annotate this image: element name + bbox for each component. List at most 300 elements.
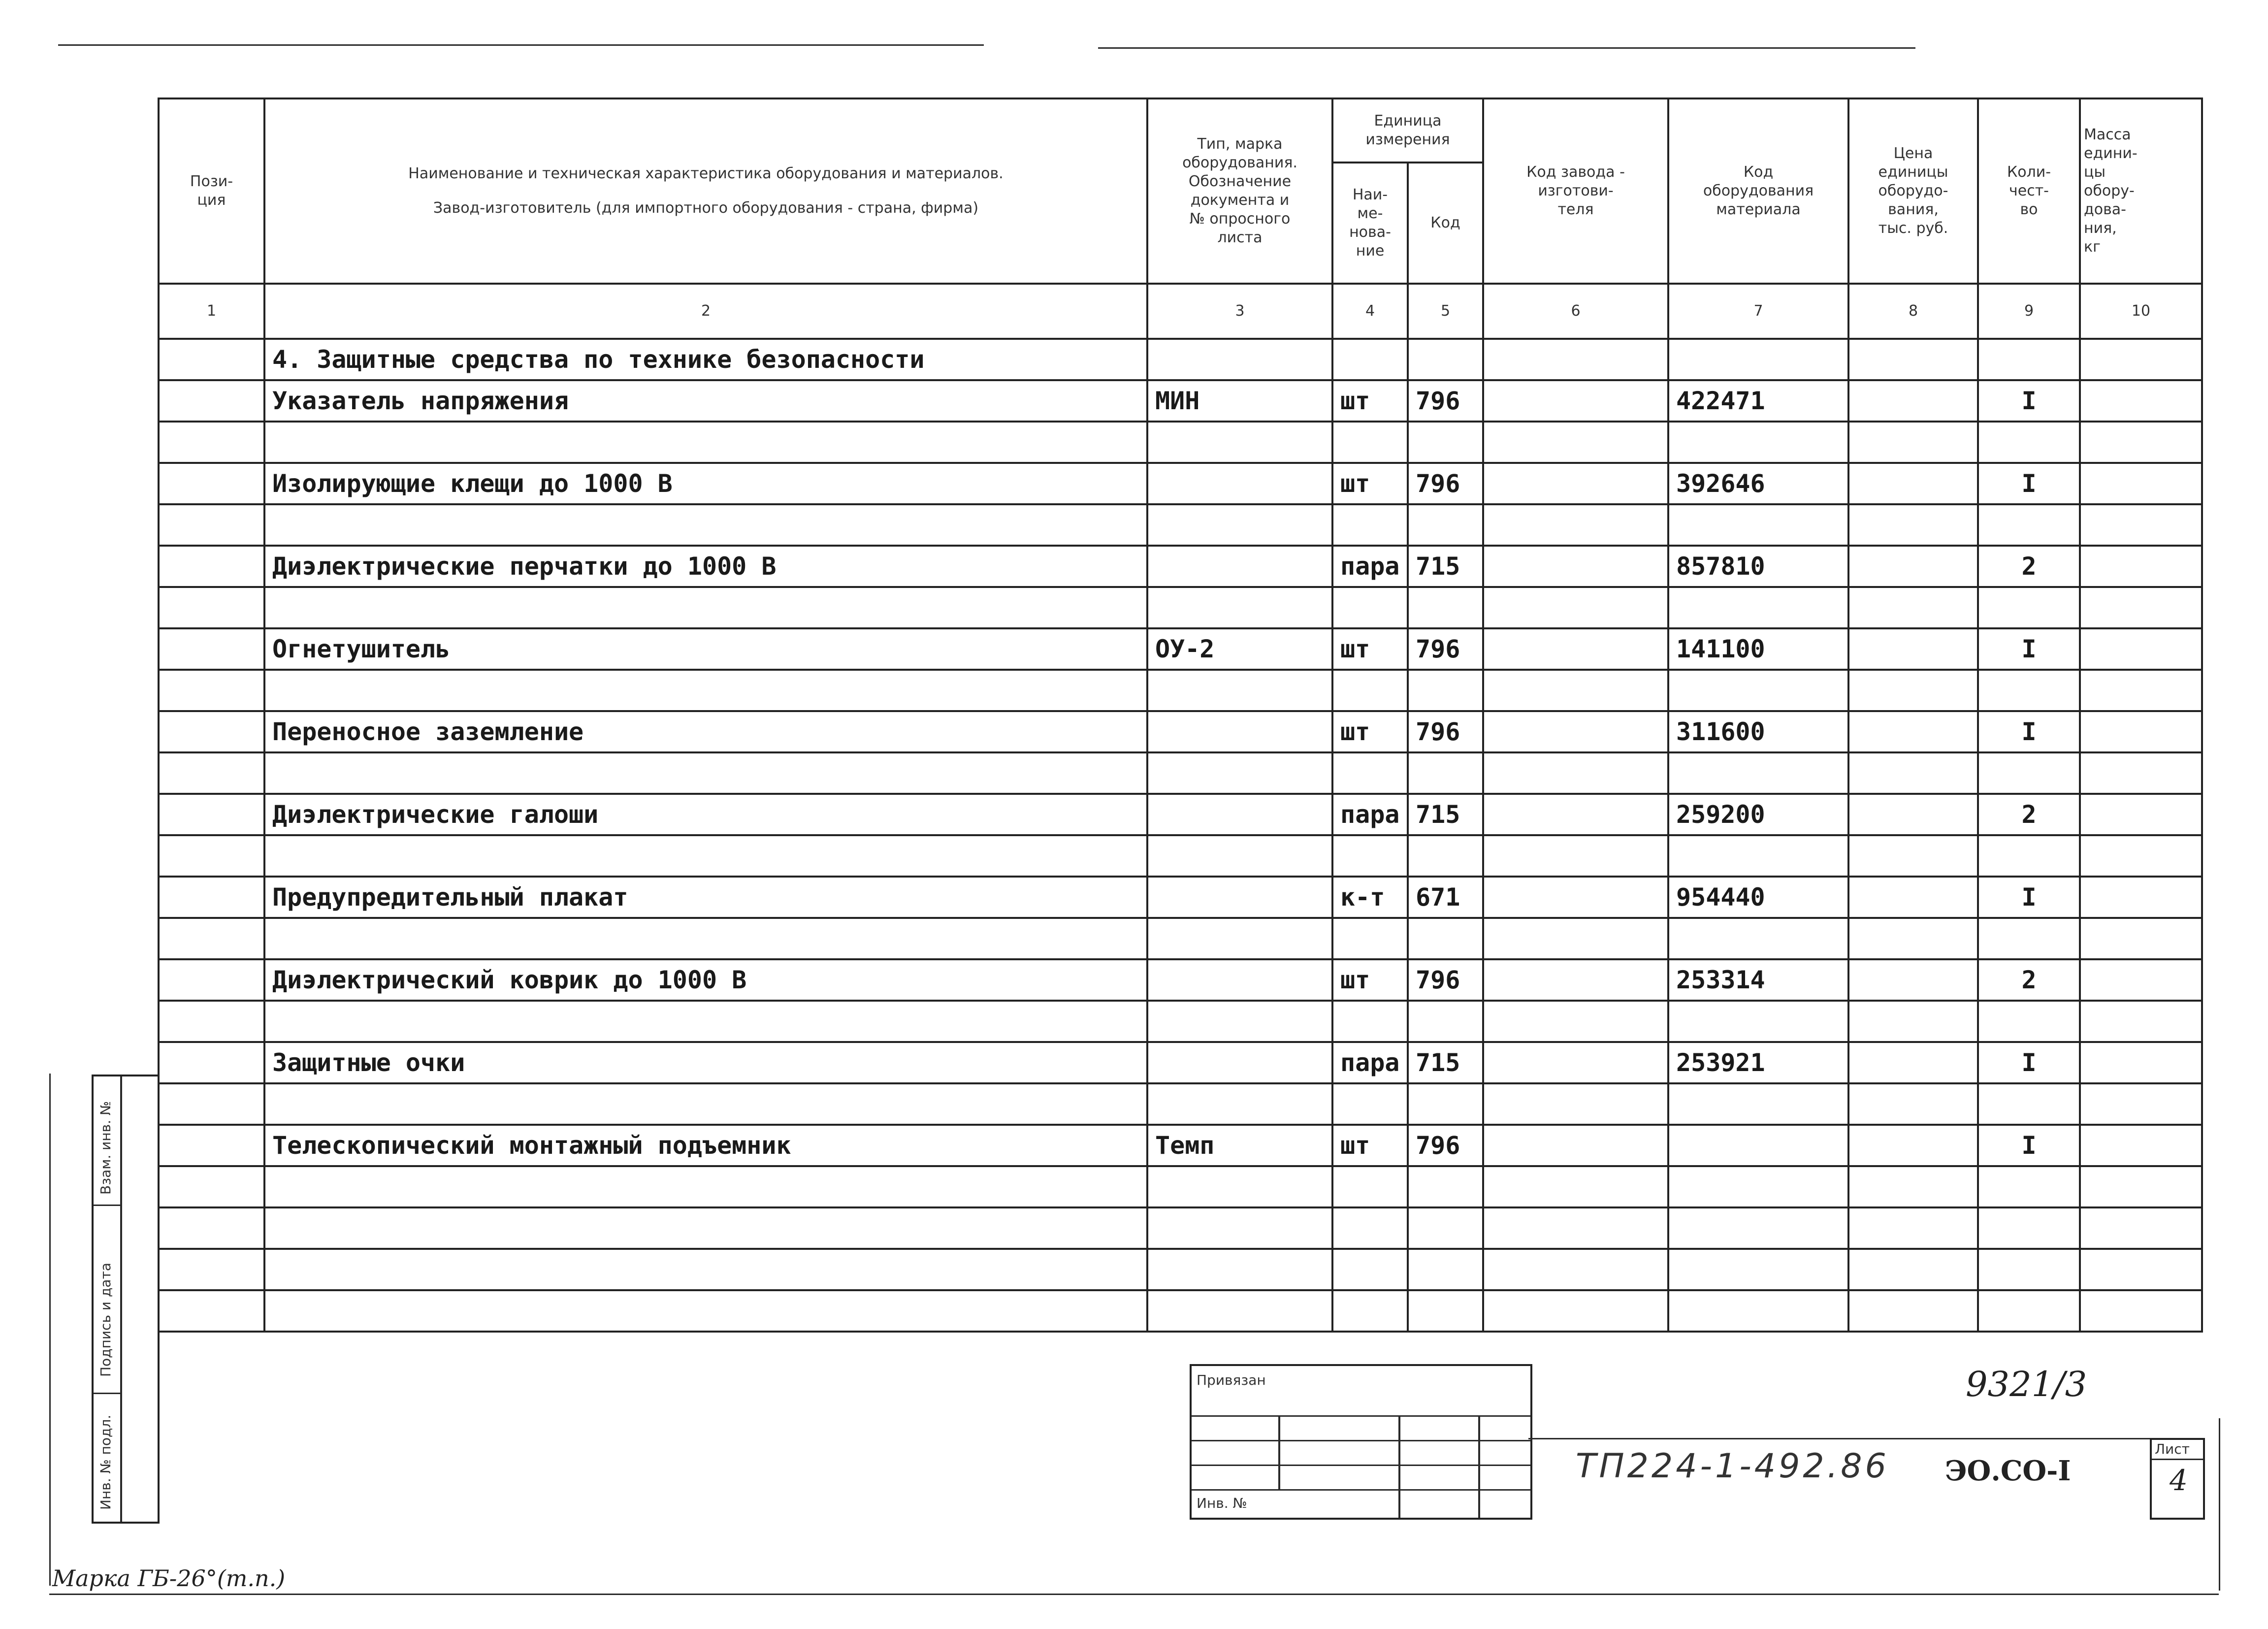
cell-empty (1483, 752, 1668, 794)
cell-empty (264, 504, 1147, 546)
cell-empty (1668, 752, 1848, 794)
cell-price (1848, 380, 1978, 422)
table-row-empty (159, 1083, 2202, 1125)
column-number: 2 (264, 284, 1147, 339)
sheet-number: 4 (2170, 1464, 2188, 1497)
cell-manufacturer-code (1483, 546, 1668, 587)
cell-empty (159, 504, 264, 546)
header-mass: Масса едини- цы обору- дова- ния, кг (2080, 98, 2202, 284)
cell-empty (2080, 1166, 2202, 1207)
header-name-line1: Наименование и техническая характеристика оборудования и материалов. (408, 165, 1004, 182)
item-material-code: 253921 (1668, 1042, 1848, 1083)
column-number: 3 (1147, 284, 1332, 339)
cell-manufacturer-code (1483, 380, 1668, 422)
cell-empty (159, 752, 264, 794)
sheet-label: Лист (2155, 1441, 2190, 1457)
side-stamp-rule (94, 1205, 120, 1206)
cell-empty (264, 918, 1147, 959)
binding-label: Привязан (1197, 1372, 1266, 1388)
item-material-code: 857810 (1668, 546, 1848, 587)
cell-empty (1483, 1207, 1668, 1249)
sheet-rule (2152, 1459, 2203, 1460)
item-name: Переносное заземление (264, 711, 1147, 752)
item-quantity: 2 (1978, 959, 2080, 1001)
header-unit-name: Наи- ме- нова- ние (1332, 163, 1408, 284)
item-material-code (1668, 1125, 1848, 1166)
column-number: 7 (1668, 284, 1848, 339)
cell-mass (2080, 463, 2202, 504)
cell-empty (1408, 918, 1483, 959)
item-material-code: 954440 (1668, 877, 1848, 918)
header-name (264, 98, 1147, 284)
cell-empty (159, 918, 264, 959)
cell-empty (2080, 835, 2202, 877)
cell-empty (1147, 1290, 1332, 1332)
cell-empty (1978, 339, 2080, 380)
header-manufacturer-code: Код завода - изготови- теля (1483, 98, 1668, 284)
cell-empty (1147, 339, 1332, 380)
cell-empty (1408, 1166, 1483, 1207)
item-unit: шт (1332, 959, 1408, 1001)
cell-position (159, 380, 264, 422)
header-quantity: Коли- чест- во (1978, 98, 2080, 284)
item-quantity: I (1978, 463, 2080, 504)
handwritten-number: 9321/3 (1966, 1364, 2087, 1404)
cell-mass (2080, 1125, 2202, 1166)
cell-empty (1483, 670, 1668, 711)
cell-empty (1332, 1290, 1408, 1332)
cell-empty (159, 1249, 264, 1290)
cell-empty (159, 1166, 264, 1207)
cell-empty (1332, 918, 1408, 959)
table-row (159, 711, 2202, 752)
cell-mass (2080, 546, 2202, 587)
header-price: Цена единицы оборудо- вания, тыс. руб. (1848, 98, 1978, 284)
cell-empty (1408, 504, 1483, 546)
specification-body (159, 339, 2202, 1332)
cell-price (1848, 546, 1978, 587)
cell-empty (1483, 1249, 1668, 1290)
item-type (1147, 877, 1332, 918)
header-type: Тип, марка оборудования. Обозначение документа и № опросного листа (1147, 98, 1332, 284)
item-type (1147, 1042, 1332, 1083)
side-stamp-rule (94, 1393, 120, 1394)
table-row-empty (159, 422, 2202, 463)
table-row (159, 1042, 2202, 1083)
table-row-empty (159, 1290, 2202, 1332)
cell-empty (1848, 1083, 1978, 1125)
cell-empty (1978, 670, 2080, 711)
table-row (159, 463, 2202, 504)
cell-empty (159, 670, 264, 711)
cell-empty (1978, 835, 2080, 877)
cell-empty (1332, 422, 1408, 463)
cell-mass (2080, 628, 2202, 670)
cell-mass (2080, 380, 2202, 422)
cell-empty (1848, 504, 1978, 546)
cell-position (159, 1042, 264, 1083)
item-unit-code: 715 (1408, 1042, 1483, 1083)
table-row-empty (159, 587, 2202, 628)
cell-empty (1147, 1001, 1332, 1042)
cell-empty (1978, 1083, 2080, 1125)
cell-empty (1978, 422, 2080, 463)
cell-empty (1668, 1083, 1848, 1125)
item-unit-code: 715 (1408, 546, 1483, 587)
cell-position (159, 877, 264, 918)
table-row (159, 546, 2202, 587)
table-row-empty (159, 1207, 2202, 1249)
cell-position (159, 711, 264, 752)
cell-empty (1848, 918, 1978, 959)
original-inventory-label: Инв. № подл. (97, 1414, 114, 1510)
cell-empty (1848, 835, 1978, 877)
item-name: Диэлектрический коврик до 1000 В (264, 959, 1147, 1001)
cell-price (1848, 877, 1978, 918)
cell-empty (1332, 835, 1408, 877)
cell-empty (159, 1290, 264, 1332)
table-row (159, 877, 2202, 918)
cell-empty (1848, 339, 1978, 380)
binding-rule (1278, 1415, 1280, 1489)
cell-price (1848, 628, 1978, 670)
table-row-empty (159, 670, 2202, 711)
cell-empty (1332, 670, 1408, 711)
cell-manufacturer-code (1483, 711, 1668, 752)
cell-empty (1147, 1249, 1332, 1290)
cell-empty (159, 422, 264, 463)
cell-empty (1978, 1166, 2080, 1207)
sheet-code: ЭО.СО-I (1945, 1455, 2071, 1487)
cell-manufacturer-code (1483, 959, 1668, 1001)
item-unit: шт (1332, 380, 1408, 422)
item-type (1147, 711, 1332, 752)
item-name: Диэлектрические галоши (264, 794, 1147, 835)
cell-empty (1483, 1001, 1668, 1042)
cell-empty (2080, 1290, 2202, 1332)
cell-empty (1848, 1207, 1978, 1249)
cell-empty (1147, 587, 1332, 628)
cell-empty (1332, 587, 1408, 628)
item-name: Предупредительный плакат (264, 877, 1147, 918)
cell-empty (1332, 1249, 1408, 1290)
item-unit: шт (1332, 1125, 1408, 1166)
item-name: Огнетушитель (264, 628, 1147, 670)
document-code: ТП224-1-492.86 (1576, 1447, 1889, 1486)
item-type (1147, 463, 1332, 504)
cell-empty (1147, 752, 1332, 794)
item-name: Указатель напряжения (264, 380, 1147, 422)
right-page-edge (2219, 1418, 2220, 1591)
item-unit-code: 715 (1408, 794, 1483, 835)
cell-empty (2080, 1207, 2202, 1249)
cell-empty (264, 752, 1147, 794)
item-name: Защитные очки (264, 1042, 1147, 1083)
cell-empty (1483, 504, 1668, 546)
cell-empty (159, 1207, 264, 1249)
cell-empty (1848, 422, 1978, 463)
cell-empty (1483, 587, 1668, 628)
cell-position (159, 463, 264, 504)
cell-empty (1147, 422, 1332, 463)
cell-empty (1978, 587, 2080, 628)
header-unit-code: Код (1408, 163, 1483, 284)
item-unit: шт (1332, 463, 1408, 504)
section-row (159, 339, 2202, 380)
cell-empty (1147, 504, 1332, 546)
cell-mass (2080, 711, 2202, 752)
item-unit: к-т (1332, 877, 1408, 918)
table-row-empty (159, 1166, 2202, 1207)
cell-mass (2080, 877, 2202, 918)
cell-empty (1978, 1001, 2080, 1042)
cell-empty (2080, 504, 2202, 546)
cell-empty (1978, 918, 2080, 959)
cell-empty (1848, 587, 1978, 628)
table-row-empty (159, 918, 2202, 959)
cell-empty (1408, 1290, 1483, 1332)
cell-manufacturer-code (1483, 463, 1668, 504)
cell-empty (264, 587, 1147, 628)
table-row (159, 959, 2202, 1001)
table-row-empty (159, 835, 2202, 877)
cell-empty (1147, 1083, 1332, 1125)
item-type: МИН (1147, 380, 1332, 422)
table-row (159, 628, 2202, 670)
header-name-line2: Завод-изготовитель (для импортного оборудования - страна, фирма) (433, 199, 979, 217)
item-unit-code: 796 (1408, 711, 1483, 752)
column-number: 9 (1978, 284, 2080, 339)
cell-empty (264, 1249, 1147, 1290)
cell-empty (159, 1001, 264, 1042)
cell-empty (1668, 504, 1848, 546)
item-unit-code: 796 (1408, 463, 1483, 504)
table-row-empty (159, 504, 2202, 546)
cell-mass (2080, 794, 2202, 835)
item-unit-code: 796 (1408, 1125, 1483, 1166)
bottom-page-edge (49, 1594, 2219, 1595)
header-unit-group: Единица измерения (1332, 98, 1483, 163)
cell-empty (264, 1083, 1147, 1125)
cell-empty (1848, 670, 1978, 711)
cell-empty (1668, 1166, 1848, 1207)
cell-empty (1332, 1083, 1408, 1125)
cell-empty (1978, 504, 2080, 546)
column-number: 6 (1483, 284, 1668, 339)
cell-empty (1668, 587, 1848, 628)
table-row (159, 1125, 2202, 1166)
cell-empty (159, 339, 264, 380)
specification-sheet (158, 98, 2201, 1519)
cell-empty (264, 422, 1147, 463)
cell-price (1848, 463, 1978, 504)
left-page-edge (49, 1074, 51, 1586)
cell-price (1848, 1125, 1978, 1166)
item-type (1147, 959, 1332, 1001)
cell-empty (2080, 752, 2202, 794)
header-material-code: Код оборудования материала (1668, 98, 1848, 284)
cell-empty (1408, 1083, 1483, 1125)
item-material-code: 392646 (1668, 463, 1848, 504)
cell-empty (1483, 1290, 1668, 1332)
cell-empty (1408, 339, 1483, 380)
cell-empty (1978, 1290, 2080, 1332)
inventory-number-label: Инв. № (1197, 1495, 1247, 1511)
cell-empty (1978, 752, 2080, 794)
cell-manufacturer-code (1483, 1042, 1668, 1083)
item-material-code: 259200 (1668, 794, 1848, 835)
side-stamp-rule (120, 1076, 122, 1522)
cell-empty (2080, 422, 2202, 463)
cell-empty (1408, 670, 1483, 711)
cell-position (159, 959, 264, 1001)
cell-empty (1408, 422, 1483, 463)
cell-empty (2080, 1001, 2202, 1042)
cell-empty (1483, 1083, 1668, 1125)
cell-empty (1147, 835, 1332, 877)
item-unit-code: 796 (1408, 628, 1483, 670)
cell-price (1848, 794, 1978, 835)
cell-empty (1147, 670, 1332, 711)
cell-empty (1668, 1290, 1848, 1332)
cell-empty (1408, 835, 1483, 877)
column-number: 8 (1848, 284, 1978, 339)
cell-empty (1668, 835, 1848, 877)
cell-price (1848, 711, 1978, 752)
signature-date-label: Подпись и дата (97, 1263, 114, 1377)
item-material-code: 422471 (1668, 380, 1848, 422)
item-unit: пара (1332, 794, 1408, 835)
cell-empty (159, 587, 264, 628)
table-row (159, 794, 2202, 835)
binding-rule (1398, 1415, 1400, 1518)
sheet-number-box (2150, 1438, 2205, 1520)
cell-empty (2080, 1083, 2202, 1125)
cell-empty (1408, 587, 1483, 628)
cell-empty (1483, 1166, 1668, 1207)
item-material-code: 311600 (1668, 711, 1848, 752)
item-material-code: 141100 (1668, 628, 1848, 670)
column-number: 5 (1408, 284, 1483, 339)
cell-empty (1668, 918, 1848, 959)
item-type (1147, 794, 1332, 835)
item-quantity: I (1978, 1125, 2080, 1166)
binding-box (1190, 1364, 1532, 1520)
cell-empty (1483, 835, 1668, 877)
side-stamp (92, 1075, 160, 1524)
table-row-empty (159, 752, 2202, 794)
item-quantity: I (1978, 877, 2080, 918)
cell-empty (2080, 587, 2202, 628)
cell-manufacturer-code (1483, 628, 1668, 670)
item-type: ОУ-2 (1147, 628, 1332, 670)
item-unit-code: 671 (1408, 877, 1483, 918)
column-number: 4 (1332, 284, 1408, 339)
cell-empty (1147, 918, 1332, 959)
cell-empty (1332, 1001, 1408, 1042)
cell-empty (1408, 752, 1483, 794)
column-number: 10 (2080, 284, 2202, 339)
cell-manufacturer-code (1483, 1125, 1668, 1166)
cell-empty (1668, 670, 1848, 711)
cell-empty (159, 1083, 264, 1125)
cell-manufacturer-code (1483, 794, 1668, 835)
cell-position (159, 1125, 264, 1166)
cell-empty (1147, 1166, 1332, 1207)
cell-empty (1978, 1249, 2080, 1290)
cell-mass (2080, 959, 2202, 1001)
cell-empty (264, 835, 1147, 877)
item-material-code: 253314 (1668, 959, 1848, 1001)
cell-empty (2080, 918, 2202, 959)
item-name: Изолирующие клещи до 1000 В (264, 463, 1147, 504)
cell-empty (1978, 1207, 2080, 1249)
item-quantity: I (1978, 628, 2080, 670)
item-quantity: I (1978, 1042, 2080, 1083)
cell-empty (1147, 1207, 1332, 1249)
top-border-left (58, 44, 984, 46)
item-quantity: 2 (1978, 794, 2080, 835)
cell-empty (1483, 339, 1668, 380)
cell-empty (2080, 670, 2202, 711)
cell-empty (2080, 1249, 2202, 1290)
cell-manufacturer-code (1483, 877, 1668, 918)
cell-empty (264, 1166, 1147, 1207)
cell-empty (264, 670, 1147, 711)
cell-empty (1668, 339, 1848, 380)
cell-empty (1408, 1207, 1483, 1249)
cell-empty (1483, 918, 1668, 959)
cell-empty (1332, 1207, 1408, 1249)
cell-empty (1848, 1001, 1978, 1042)
item-unit: пара (1332, 1042, 1408, 1083)
cell-empty (1848, 1166, 1978, 1207)
specification-table (158, 98, 2203, 1333)
cell-empty (264, 1207, 1147, 1249)
cell-empty (1332, 504, 1408, 546)
cell-mass (2080, 1042, 2202, 1083)
table-row-empty (159, 1249, 2202, 1290)
cell-empty (1408, 1001, 1483, 1042)
cell-position (159, 546, 264, 587)
item-unit: шт (1332, 711, 1408, 752)
cell-empty (1668, 1001, 1848, 1042)
cell-empty (1332, 339, 1408, 380)
top-border-right (1098, 47, 1915, 49)
cell-empty (1483, 422, 1668, 463)
cell-empty (264, 1290, 1147, 1332)
cell-empty (1408, 1249, 1483, 1290)
cell-empty (159, 835, 264, 877)
footer-note: Марка ГБ-26°(т.п.) (52, 1565, 286, 1592)
cell-position (159, 794, 264, 835)
item-name: Телескопический монтажный подъемник (264, 1125, 1147, 1166)
item-unit: пара (1332, 546, 1408, 587)
column-number: 1 (159, 284, 264, 339)
item-unit-code: 796 (1408, 380, 1483, 422)
binding-rule (1478, 1415, 1480, 1518)
cell-empty (1668, 1249, 1848, 1290)
header-position: Пози- ция (159, 98, 264, 284)
item-quantity: I (1978, 380, 2080, 422)
section-title: 4. Защитные средства по технике безопасности (264, 339, 1147, 380)
table-row-empty (159, 1001, 2202, 1042)
replaced-inventory-label: Взам. инв. № (97, 1101, 114, 1195)
item-unit: шт (1332, 628, 1408, 670)
cell-price (1848, 1042, 1978, 1083)
cell-empty (1848, 1249, 1978, 1290)
item-unit-code: 796 (1408, 959, 1483, 1001)
